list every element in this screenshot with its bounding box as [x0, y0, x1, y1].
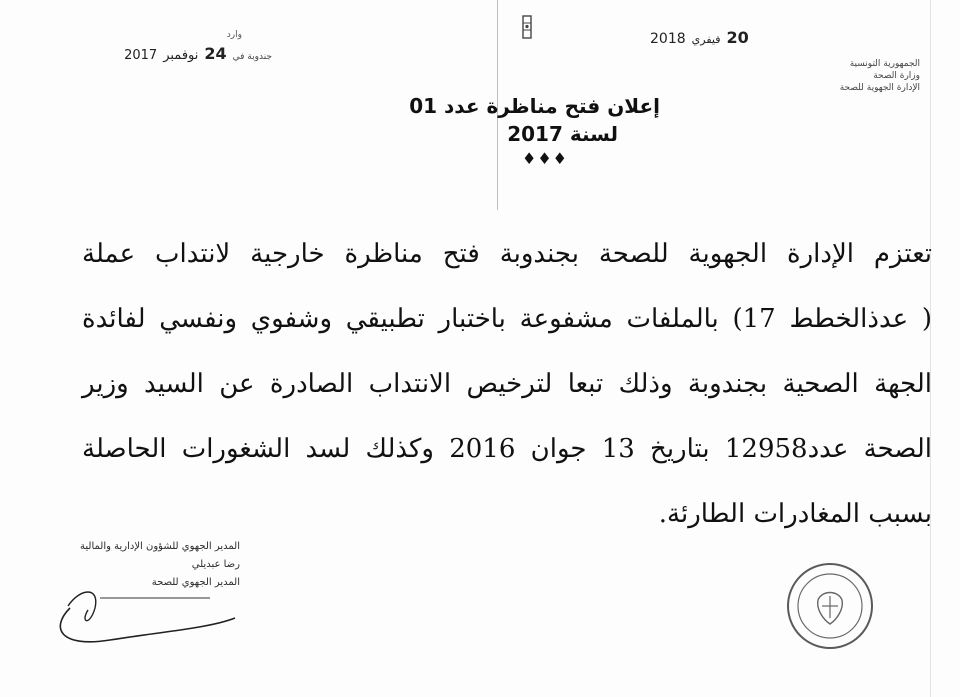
title-line-2: لسنة 2017 [507, 122, 618, 146]
incoming-day: 24 [204, 44, 227, 63]
outgoing-day: 20 [726, 28, 749, 47]
incoming-date-stamp [112, 30, 272, 63]
handwritten-signature [40, 568, 240, 648]
outgoing-year: 2018 [650, 31, 686, 47]
incoming-year: 2017 [124, 48, 158, 63]
incoming-date-line [112, 44, 272, 63]
signatory-title: المدير الجهوي للشؤون الإدارية والمالية [80, 541, 240, 552]
body-line: تعتزم الإدارة الجهوية للصحة بجندوبة فتح مناظرة خارجية لانتداب عملة [82, 239, 932, 269]
ministry-header [790, 58, 920, 94]
incoming-label: وارد [226, 30, 242, 40]
outgoing-month: فيفري [691, 33, 721, 46]
announcement-body [82, 222, 932, 547]
title-line-1: إعلان فتح مناظرة عدد 01 [409, 94, 660, 118]
ministry-header-line: وزارة الصحة [873, 71, 920, 81]
body-line: الصحة عدد12958 بتاريخ 13 جوان 2016 وكذلك لسد الشغورات الحاصلة [82, 434, 932, 464]
signature-block [40, 538, 240, 648]
outgoing-date-stamp [650, 28, 749, 47]
signatory-name: رضا عبديلي [191, 559, 240, 570]
official-stamp [784, 560, 876, 652]
signatory-role: المدير الجهوي للصحة [151, 577, 240, 588]
announcement-title [380, 92, 680, 170]
body-line: بسبب المغادرات الطارئة. [658, 499, 932, 529]
ministry-header-line: الجمهورية التونسية [849, 59, 920, 69]
body-line: الجهة الصحية بجندوبة وذلك تبعا لترخيص الانتداب الصادرة عن السيد وزير [82, 369, 932, 399]
title-ornament: ♦♦♦ [521, 149, 568, 168]
incoming-place: جندوبة في [232, 52, 272, 62]
body-line: ( عدذالخطط 17) بالملفات مشفوعة باختبار تطبيقي وشفوي ونفسي لفائدة [82, 304, 932, 334]
ministry-header-line: الإدارة الجهوية للصحة [839, 83, 920, 93]
incoming-month: نوفمبر [163, 48, 199, 63]
emblem-icon [520, 14, 534, 42]
